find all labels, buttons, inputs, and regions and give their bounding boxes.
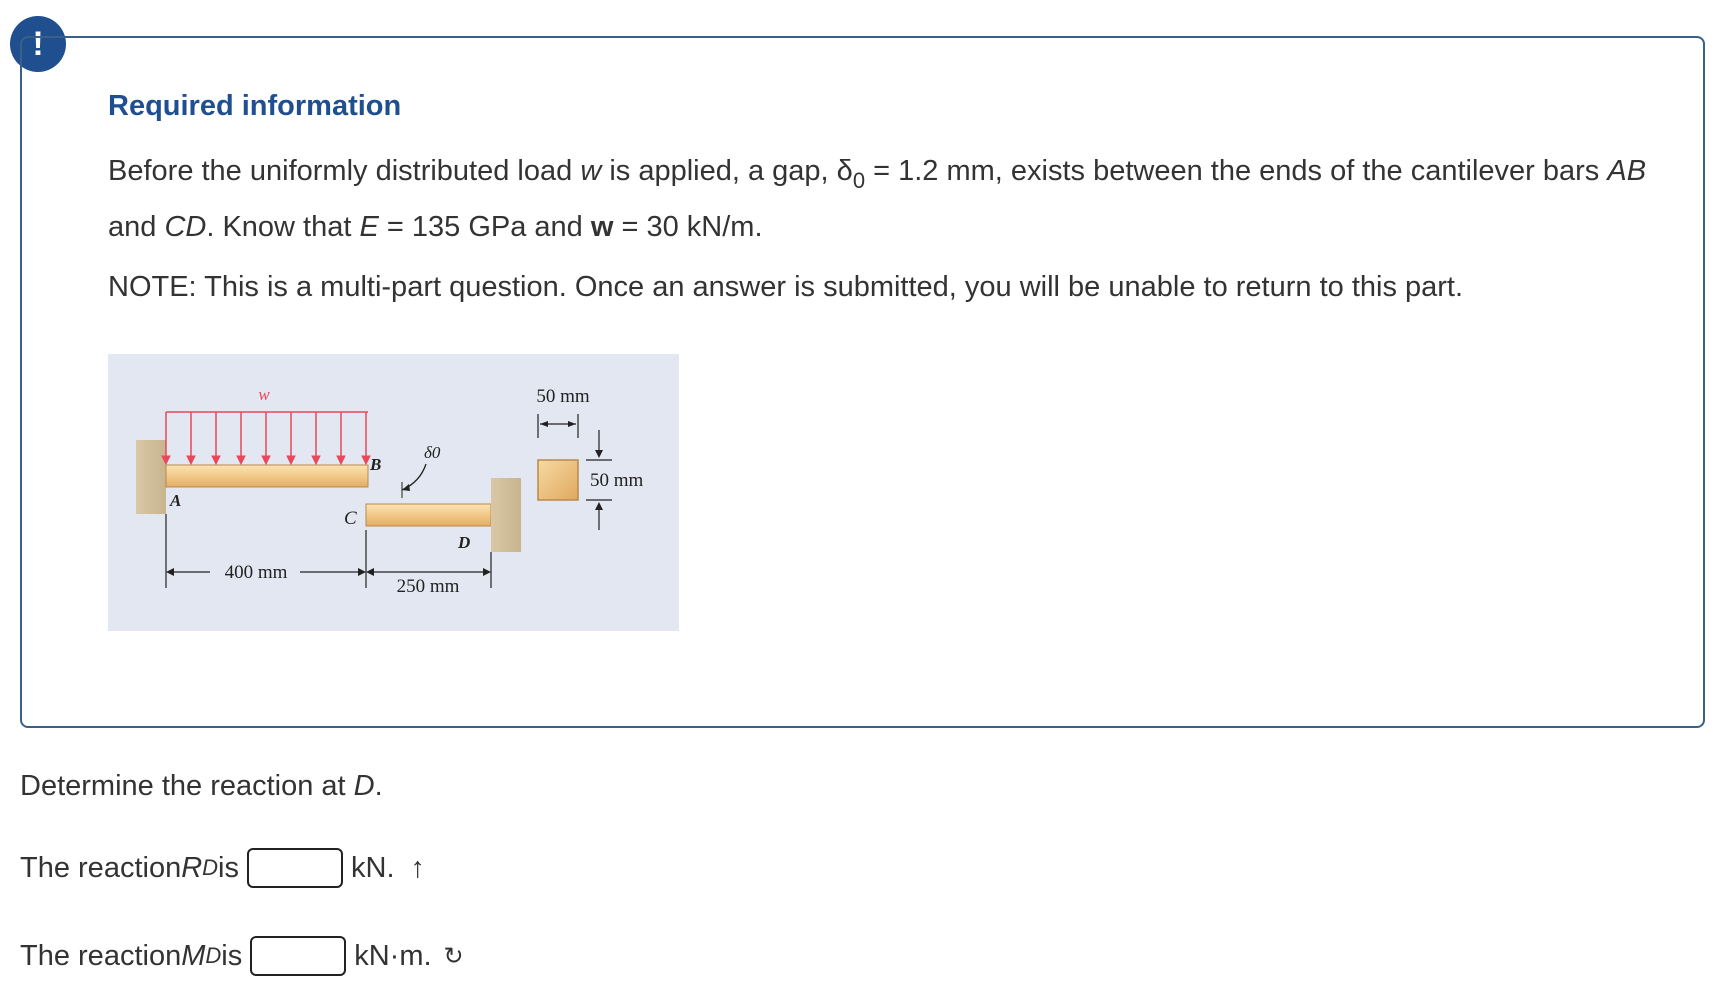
dim-ab-label: 400 mm	[224, 562, 288, 583]
load-label: w	[258, 385, 270, 404]
gap-leader-arrow	[402, 484, 410, 491]
md-input[interactable]	[250, 936, 346, 976]
multi-part-note: NOTE: This is a multi-part question. Once an answer is submitted, you will be unable to return to this part.	[108, 271, 1464, 303]
problem-statement: Before the uniformly distributed load w is applied, a gap, $\delta_0 = 1.2$ mm, exists between the ends of the cantilever bars AB and CD. Know that E = 135 GPa and w = 30 kN/m.	[108, 155, 1647, 243]
md-unit: kN·m.	[354, 939, 432, 972]
rd-input[interactable]	[247, 848, 343, 888]
distributed-load-arrows	[162, 412, 370, 464]
label-d: D	[458, 533, 471, 552]
info-title: Required information	[108, 90, 402, 122]
gap-label: δ0	[424, 443, 441, 462]
cross-section	[538, 460, 578, 500]
arrow-up-icon: ↑	[410, 851, 425, 884]
bar-ab	[166, 465, 368, 487]
label-c: C	[344, 508, 357, 529]
required-information-panel	[20, 36, 1705, 728]
alert-icon: !	[10, 16, 66, 72]
label-b: B	[370, 455, 382, 474]
label-a: A	[170, 491, 182, 510]
section-height-label: 50 mm	[590, 470, 644, 491]
wall-d	[491, 478, 521, 552]
wall-a	[136, 440, 166, 514]
section-width-label: 50 mm	[536, 386, 590, 407]
bar-cd	[366, 504, 491, 526]
question-text: Determine the reaction at D.	[20, 770, 383, 802]
cantilever-bars-figure	[108, 354, 679, 631]
gap-leader	[402, 464, 426, 490]
rd-unit: kN.	[351, 851, 395, 884]
answer-row-md: The reaction M D is kN·m. ↻	[20, 936, 464, 976]
clockwise-arrow-icon: ↻	[443, 942, 464, 970]
dim-cd-label: 250 mm	[396, 576, 460, 597]
answer-row-rd: The reaction R D is kN. ↑	[20, 848, 425, 888]
